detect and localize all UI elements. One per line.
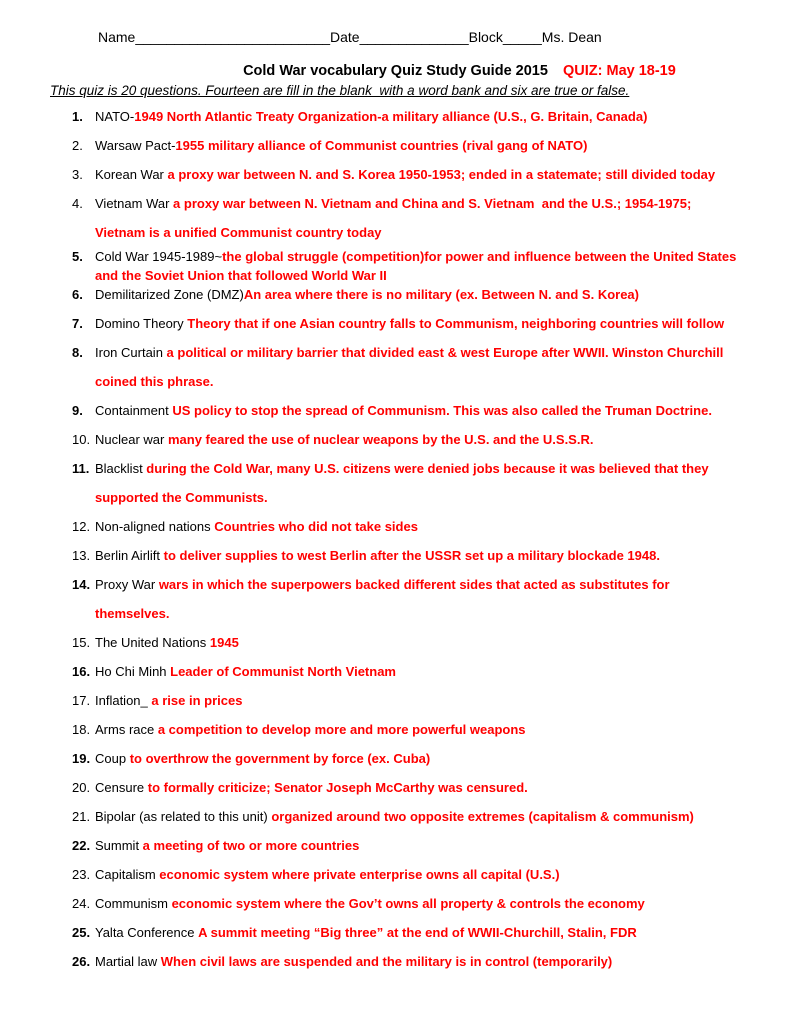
item-term: Ho Chi Minh	[95, 664, 171, 679]
item-definition: the global struggle (competition)for power and influence between the United States	[222, 249, 737, 264]
item-content	[95, 102, 791, 131]
date-label: Date	[330, 29, 360, 45]
item-term: Cold War 1945-1989~	[95, 249, 223, 264]
vocab-item	[72, 512, 791, 541]
vocab-item	[72, 802, 791, 831]
item-content	[95, 773, 791, 802]
item-definition: to overthrow the government by force (ex. Cuba)	[129, 751, 431, 766]
item-content	[95, 831, 791, 860]
item-term: The United Nations	[95, 635, 210, 650]
item-definition: 1949 North Atlantic Treaty Organization-a military alliance (U.S., G. Britain, Canada)	[134, 109, 648, 124]
item-number: 5.	[72, 249, 83, 264]
item-number: 10.	[72, 432, 91, 447]
item-definition: during the Cold War, many U.S. citizens were denied jobs because it was believed that they	[146, 461, 709, 476]
item-term: Warsaw Pact-	[95, 138, 176, 153]
item-definition-continued: and the Soviet Union that followed World War II	[95, 268, 387, 283]
item-definition: a rise in prices	[151, 693, 243, 708]
vocab-item	[72, 541, 791, 570]
item-definition: Countries who did not take sides	[214, 519, 418, 534]
item-number: 6.	[72, 287, 83, 302]
vocab-item	[72, 889, 791, 918]
item-definition: a proxy war between N. Vietnam and China and S. Vietnam and the U.S.; 1954-1975;	[173, 196, 692, 211]
item-term: Proxy War	[95, 577, 159, 592]
item-term: Berlin Airlift	[95, 548, 164, 563]
vocab-item	[72, 947, 791, 976]
item-number: 14.	[72, 577, 91, 592]
vocab-item	[72, 686, 791, 715]
item-number: 9.	[72, 403, 83, 418]
item-content	[95, 889, 791, 918]
item-number: 16.	[72, 664, 91, 679]
vocab-item	[72, 773, 791, 802]
item-term: Capitalism	[95, 867, 160, 882]
item-definition: wars in which the superpowers backed different sides that acted as substitutes for	[158, 577, 670, 592]
item-term: Bipolar (as related to this unit)	[95, 809, 272, 824]
item-content	[95, 512, 791, 541]
item-content	[95, 425, 791, 454]
item-term: Vietnam War	[95, 196, 174, 211]
item-definition: to formally criticize; Senator Joseph McCarthy was censured.	[147, 780, 528, 795]
item-content	[95, 802, 791, 831]
item-definition: a proxy war between N. and S. Korea 1950-1953; ended in a statemate; still divided today	[167, 167, 716, 182]
item-content	[95, 131, 791, 160]
item-content	[95, 280, 791, 309]
item-term: Inflation_	[95, 693, 152, 708]
item-number: 24.	[72, 896, 91, 911]
block-blank-line: _____	[502, 29, 542, 45]
quiz-description: This quiz is 20 questions. Fourteen are fill in the blank with a word bank and six are true or false.	[50, 83, 630, 98]
date-blank-line: ______________	[359, 29, 469, 45]
item-term: Censure	[95, 780, 148, 795]
item-definition: Leader of Communist North Vietnam	[170, 664, 396, 679]
item-content	[95, 541, 791, 570]
item-number: 7.	[72, 316, 83, 331]
vocab-item	[72, 744, 791, 773]
item-content	[95, 338, 791, 396]
item-content	[95, 744, 791, 773]
vocab-item	[72, 454, 791, 512]
item-definition-continued: coined this phrase.	[95, 374, 214, 389]
item-content	[95, 454, 791, 512]
item-definition-continued: themselves.	[95, 606, 170, 621]
item-number: 3.	[72, 167, 83, 182]
item-number: 12.	[72, 519, 91, 534]
item-number: 21.	[72, 809, 91, 824]
item-definition: economic system where the Gov’t owns all property & controls the economy	[171, 896, 645, 911]
item-content	[95, 570, 791, 628]
item-content	[95, 628, 791, 657]
vocab-item	[72, 831, 791, 860]
item-term: Blacklist	[95, 461, 147, 476]
item-term: Iron Curtain	[95, 345, 167, 360]
item-term: Non-aligned nations	[95, 519, 215, 534]
item-content	[95, 686, 791, 715]
vocab-item	[72, 715, 791, 744]
item-term: Coup	[95, 751, 130, 766]
item-term: Containment	[95, 403, 173, 418]
item-number: 13.	[72, 548, 91, 563]
item-definition: to deliver supplies to west Berlin after the USSR set up a military blockade 1948.	[163, 548, 660, 563]
item-content	[95, 160, 791, 189]
vocab-item	[72, 425, 791, 454]
item-definition: a meeting of two or more countries	[142, 838, 360, 853]
item-number: 25.	[72, 925, 91, 940]
item-number: 8.	[72, 345, 83, 360]
item-definition: US policy to stop the spread of Communism. This was also called the Truman Doctrine.	[172, 403, 712, 418]
item-term: Demilitarized Zone (DMZ)	[95, 287, 244, 302]
item-definition: economic system where private enterprise owns all capital (U.S.)	[159, 867, 560, 882]
item-definition: 1955 military alliance of Communist countries (rival gang of NATO)	[175, 138, 588, 153]
item-number: 17.	[72, 693, 91, 708]
vocab-item	[72, 160, 791, 189]
item-term: Martial law	[95, 954, 161, 969]
item-term: Nuclear war	[95, 432, 168, 447]
item-number: 19.	[72, 751, 91, 766]
item-definition: a competition to develop more and more powerful weapons	[157, 722, 526, 737]
item-definition: many feared the use of nuclear weapons by the U.S. and the U.S.S.R.	[167, 432, 594, 447]
item-term: Yalta Conference	[95, 925, 199, 940]
item-number: 2.	[72, 138, 83, 153]
item-term: Domino Theory	[95, 316, 188, 331]
item-term: Summit	[95, 838, 143, 853]
item-content	[95, 918, 791, 947]
name-blank-line: _________________________	[135, 29, 331, 45]
item-term: Arms race	[95, 722, 158, 737]
block-label: Block	[468, 29, 503, 45]
quiz-date-note: QUIZ: May 18-19	[563, 63, 676, 79]
vocab-item	[72, 628, 791, 657]
vocab-item	[72, 657, 791, 686]
vocab-item	[72, 570, 791, 628]
item-definition: organized around two opposite extremes (capitalism & communism)	[271, 809, 694, 824]
item-term: Korean War	[95, 167, 168, 182]
item-content	[95, 715, 791, 744]
item-number: 22.	[72, 838, 91, 853]
item-number: 20.	[72, 780, 91, 795]
item-definition: a political or military barrier that divided east & west Europe after WWII. Winston Churchill	[166, 345, 724, 360]
item-definition: A summit meeting “Big three” at the end of WWII-Churchill, Stalin, FDR	[198, 925, 637, 940]
item-number: 11.	[72, 461, 90, 476]
item-definition: An area where there is no military (ex. Between N. and S. Korea)	[243, 287, 639, 302]
item-definition: Theory that if one Asian country falls to Communism, neighboring countries will follow	[187, 316, 725, 331]
header-fields	[98, 28, 791, 46]
vocab-item	[72, 918, 791, 947]
name-label: Name	[98, 29, 136, 45]
item-content	[95, 189, 791, 247]
document-title: Cold War vocabulary Quiz Study Guide 2015	[243, 63, 548, 79]
item-content	[95, 947, 791, 976]
vocab-item	[72, 102, 791, 131]
item-content	[95, 657, 791, 686]
item-content	[95, 396, 791, 425]
vocab-list	[72, 102, 791, 976]
item-content	[95, 860, 791, 889]
item-number: 1.	[72, 109, 83, 124]
vocab-item	[72, 338, 791, 396]
item-definition: 1945	[209, 635, 239, 650]
title-line	[0, 62, 791, 80]
vocab-item	[72, 309, 791, 338]
item-number: 4.	[72, 196, 83, 211]
item-content	[95, 309, 791, 338]
item-number: 26.	[72, 954, 91, 969]
item-definition-continued: supported the Communists.	[95, 490, 268, 505]
vocab-item	[72, 396, 791, 425]
vocab-item	[72, 189, 791, 247]
vocab-item	[72, 860, 791, 889]
item-term: Communism	[95, 896, 172, 911]
teacher-name: Ms. Dean	[541, 29, 602, 45]
item-number: 23.	[72, 867, 91, 882]
item-definition-continued: Vietnam is a unified Communist country today	[95, 225, 382, 240]
item-definition: When civil laws are suspended and the military is in control (temporarily)	[160, 954, 613, 969]
vocab-item	[72, 280, 791, 309]
item-number: 18.	[72, 722, 91, 737]
item-term: NATO-	[95, 109, 135, 124]
vocab-item	[72, 131, 791, 160]
item-number: 15.	[72, 635, 91, 650]
